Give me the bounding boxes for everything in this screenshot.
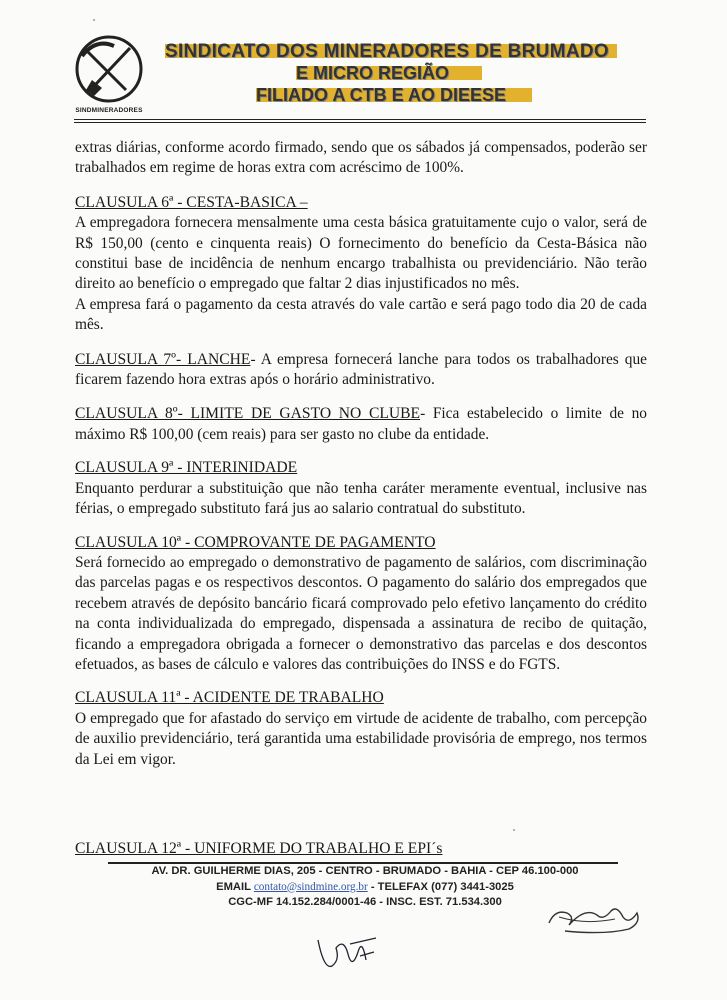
clause-7 — [75, 350, 647, 391]
signature-right — [545, 895, 645, 940]
clause-6-title: CLAUSULA 6ª - CESTA-BASICA – — [75, 193, 308, 211]
clause-9-text: Enquanto perdurar a substituição que não tenha caráter meramente eventual, inclusive nas férias, o empregado substituto fará jus ao salario contratual do substituto. — [75, 479, 647, 518]
banner-line-1: SINDICATO DOS MINERADORES DE BRUMADO — [165, 41, 609, 63]
letterhead — [0, 0, 727, 125]
clause-11-title: CLAUSULA 11ª - ACIDENTE DE TRABALHO — [75, 689, 384, 707]
phone: - TELEFAX (077) 3441-3025 — [370, 880, 514, 893]
banner-line-2: E MICRO REGIÃO — [296, 63, 449, 84]
clause-8 — [75, 404, 647, 445]
clause-10-title: CLAUSULA 10ª - COMPROVANTE DE PAGAMENTO — [75, 533, 436, 551]
signature-center — [310, 930, 380, 975]
header-divider-thin — [74, 122, 646, 123]
clause-6-paragraph-2: A empresa fará o pagamento da cesta através do vale cartão e será pago todo dia 20 de cada mês. — [75, 295, 647, 334]
header-divider — [74, 119, 646, 120]
clause-10-text: Será fornecido ao empregado o demonstrativo de pagamento de salários, com discriminação das parcelas pagas e os respectivos descontos. O pagamento do salário dos empregados que recebem através de depósito bancário ficará comprovado pelo efetivo lançamento do crédito na conta individualizada do empregado, dispensada a assinatura de recibo de quitação, ficando a empregadora obrigada a fornecer o demonstrativo das parcelas e dos descontos efetuados, as bases de cálculo e valores das contribuições do INSS e do FGTS. — [75, 553, 647, 673]
clause-12-title: CLAUSULA 12ª - UNIFORME DO TRABALHO E EPI´s — [75, 840, 443, 857]
clause-9-title: CLAUSULA 9ª - INTERINIDADE — [75, 459, 298, 477]
clause-6-paragraph-1: A empregadora fornecera mensalmente uma cesta básica gratuitamente cujo o valor, será de R$ 150,00 (cento e cinquenta reais) O fornecimento do benefício da Cesta-Básica não constitui base de incidência de nenhum encargo trabalhista ou previdenciário. Não terão direito ao benefício o empregado que faltar 2 dias injustificados no mês. — [75, 214, 647, 293]
speck — [513, 829, 515, 831]
logo-label: SINDMINERADORES — [75, 107, 143, 114]
clause-8-text: - Fica estabelecido o limite de no máximo R$ 100,00 (cem reais) para ser gasto no clube da entidade. — [75, 405, 647, 443]
clause-11-text: O empregado que for afastado do serviço em virtude de acidente de trabalho, com percepção de auxilio previdenciário, terá garantida uma estabilidade provisória de emprego, nos termos da Lei em vigor. — [75, 709, 647, 768]
footer-address: AV. DR. GUILHERME DIAS, 205 - CENTRO - BRUMADO - BAHIA - CEP 46.100-000 — [151, 865, 579, 877]
intro-paragraph: extras diárias, conforme acordo firmado, sendo que os sábados já compensados, poderão ser trabalhados em regime de horas extra com acréscimo de 100%. — [75, 139, 647, 177]
clause-7-title: CLAUSULA 7º- LANCHE — [75, 350, 251, 368]
clause-8-title: CLAUSULA 8º- LIMITE DE GASTO NO CLUBE — [75, 405, 421, 423]
speck — [93, 19, 95, 21]
email-label: EMAIL — [216, 880, 251, 893]
clause-7-text: - A empresa fornecerá lanche para todos os trabalhadores que ficarem fazendo hora extras após o horário administrativo. — [75, 350, 647, 389]
footer-contact — [60, 880, 670, 896]
email-link[interactable]: contato@sindmine.org.br — [253, 880, 368, 893]
pickaxe-shovel-logo — [74, 34, 144, 104]
banner-line-3: FILIADO A CTB E AO DIEESE — [256, 85, 506, 106]
document-body — [75, 138, 647, 770]
footer-registry: CGC-MF 14.152.284/0001-46 - INSC. EST. 71.534.300 — [228, 896, 502, 908]
